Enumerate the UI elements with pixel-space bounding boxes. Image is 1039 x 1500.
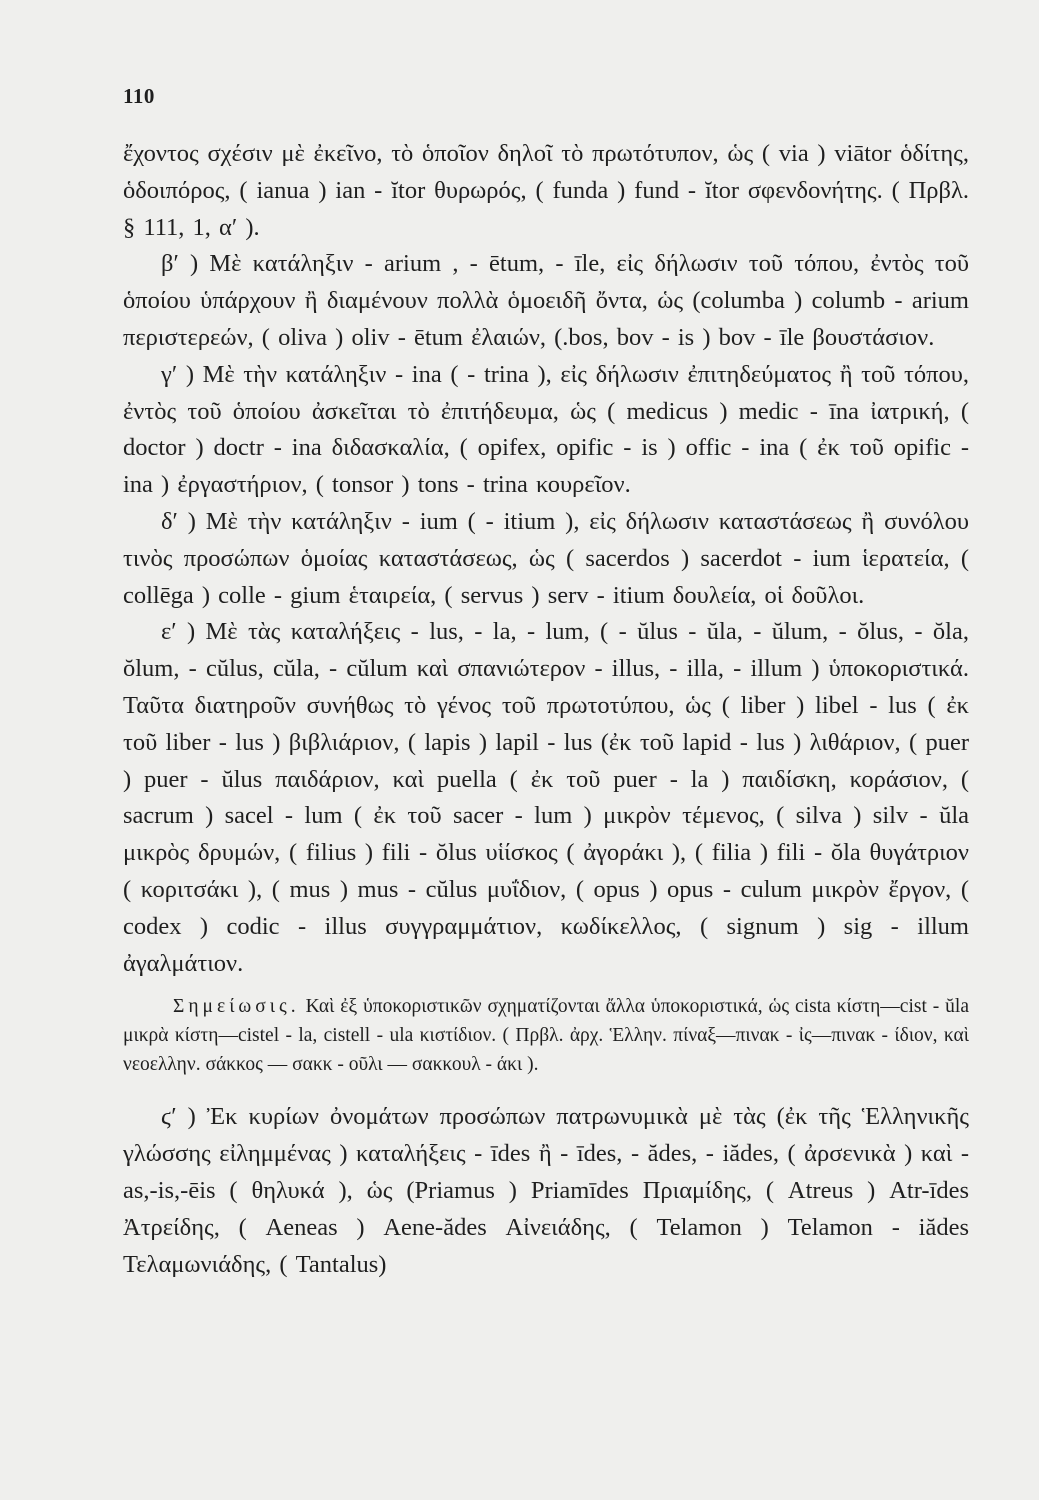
- paragraph-beta: β′ ) Μὲ κατάληξιν - arium , - ētum, - īle, εἰς δήλωσιν τοῦ τόπου, ἐντὸς τοῦ ὁποίου ὑπάρχουν ἢ διαμένουν πολλὰ ὁμοειδῆ ὄντα, ὡς (columba ) columb - arium περιστερεών, ( oliva ) oliv - ētum ἐλαιών, (.bos, bov - is ) bov - īle βουστάσιον.: [123, 250, 969, 351]
- note-paragraph: [123, 992, 969, 1079]
- note-label: Σημείωσις.: [173, 996, 300, 1018]
- main-text: [123, 136, 969, 982]
- paragraph-gamma: γ′ ) Μὲ τὴν κατάληξιν - ina ( - trina ), εἰς δήλωσιν ἐπιτηδεύματος ἢ τοῦ τόπου, ἐντὸς τοῦ ὁποίου ἀσκεῖται τὸ ἐπιτήδευμα, ὡς ( medicus ) medic - īna ἰατρική, ( doctor ) doctr - ina διδασκαλία, ( opifex, opific - is ) offic - ina ( ἐκ τοῦ opific - ina ) ἐργαστήριον, ( tonsor ) tons - trina κουρεῖον.: [123, 360, 969, 499]
- paragraph-delta: δ′ ) Μὲ τὴν κατάληξιν - ium ( - itium ), εἰς δήλωσιν καταστάσεως ἢ συνόλου τινὸς προσώπων ὁμοίας καταστάσεως, ὡς ( sacerdos ) sacerdot - ium ἱερατεία, ( collēga ) colle - gium ἑταιρεία, ( servus ) serv - itium δουλεία, οἱ δοῦλοι.: [123, 507, 969, 609]
- note-text: Καὶ ἐξ ὑποκοριστικῶν σχηματίζονται ἄλλα ὑποκοριστικά, ὡς cista κίστη—cist - ŭla μικρὰ κίστη—cistel - la, cistell - ula κιστίδιον. ( Πρβλ. ἀρχ. Ἑλλην. πίναξ—πινακ - ἰς—πινακ - ίδιον, καὶ νεοελλην. σάκκος — σακκ - οῦλι — σακκουλ - άκι ).: [123, 996, 970, 1076]
- note-block: [123, 992, 969, 1079]
- paragraph-stigma: ϛ′ ) Ἐκ κυρίων ὀνομάτων προσώπων πατρωνυμικὰ μὲ τὰς (ἐκ τῆς Ἑλληνικῆς γλώσσης εἰλημμένας ) καταλήξεις - īdes ἢ - īdes, - ădes, - iădes, ( ἀρσενικὰ ) καὶ -as,-is,-ēis ( θηλυκά ), ὡς (Priamus ) Priamīdes Πριαμίδης, ( Atreus ) Atr-īdes Ἀτρείδης, ( Aeneas ) Aene-ădes Αἰνειάδης, ( Telamon ) Telamon - iădes Τελαμωνιάδης, ( Tantalus): [123, 1103, 969, 1278]
- paragraph-continuation: ἔχοντος σχέσιν μὲ ἐκεῖνο, τὸ ὁποῖον δηλοῖ τὸ πρωτότυπον, ὡς ( via ) viātor ὁδίτης, ὁδοιπόρος, ( ianua ) ian - ĭtor θυρωρός, ( funda ) fund - ĭtor σφενδονήτης. ( Πρβλ. § 111, 1, α′ ).: [123, 140, 969, 241]
- page-number: 110: [123, 84, 155, 108]
- paragraph-epsilon: ε′ ) Μὲ τὰς καταλήξεις - lus, - la, - lum, ( - ŭlus - ŭla, - ŭlum, - ŏlus, - ŏla, ŏlum, - cŭlus, cŭla, - cŭlum καὶ σπανιώτερον - illus, - illa, - illum ) ὑποκοριστικά. Ταῦτα διατηροῦν συνήθως τὸ γένος τοῦ πρωτοτύπου, ὡς ( liber ) libel - lus ( ἐκ τοῦ liber - lus ) βιβλιάριον, ( lapis ) lapil - lus (ἐκ τοῦ lapid - lus ) λιθάριον, ( puer ) puer - ŭlus παιδάριον, καὶ puella ( ἐκ τοῦ puer - la ) παιδίσκη, κοράσιον, ( sacrum ) sacel - lum ( ἐκ τοῦ sacer - lum ) μικρὸν τέμενος, ( silva ) silv - ŭla μικρὸς δρυμών, ( filius ) fili - ŏlus υἱίσκος ( ἀγοράκι ), ( filia ) fili - ŏla θυγάτριον ( κοριτσάκι ), ( mus ) mus - cŭlus μυΐδιον, ( opus ) opus - culum μικρὸν ἔργον, ( codex ) codic - illus συγγραμμάτιον, κωδίκελλος, ( signum ) sig - illum ἀγαλμάτιον.: [123, 618, 969, 977]
- main-text-continued: [123, 1099, 969, 1283]
